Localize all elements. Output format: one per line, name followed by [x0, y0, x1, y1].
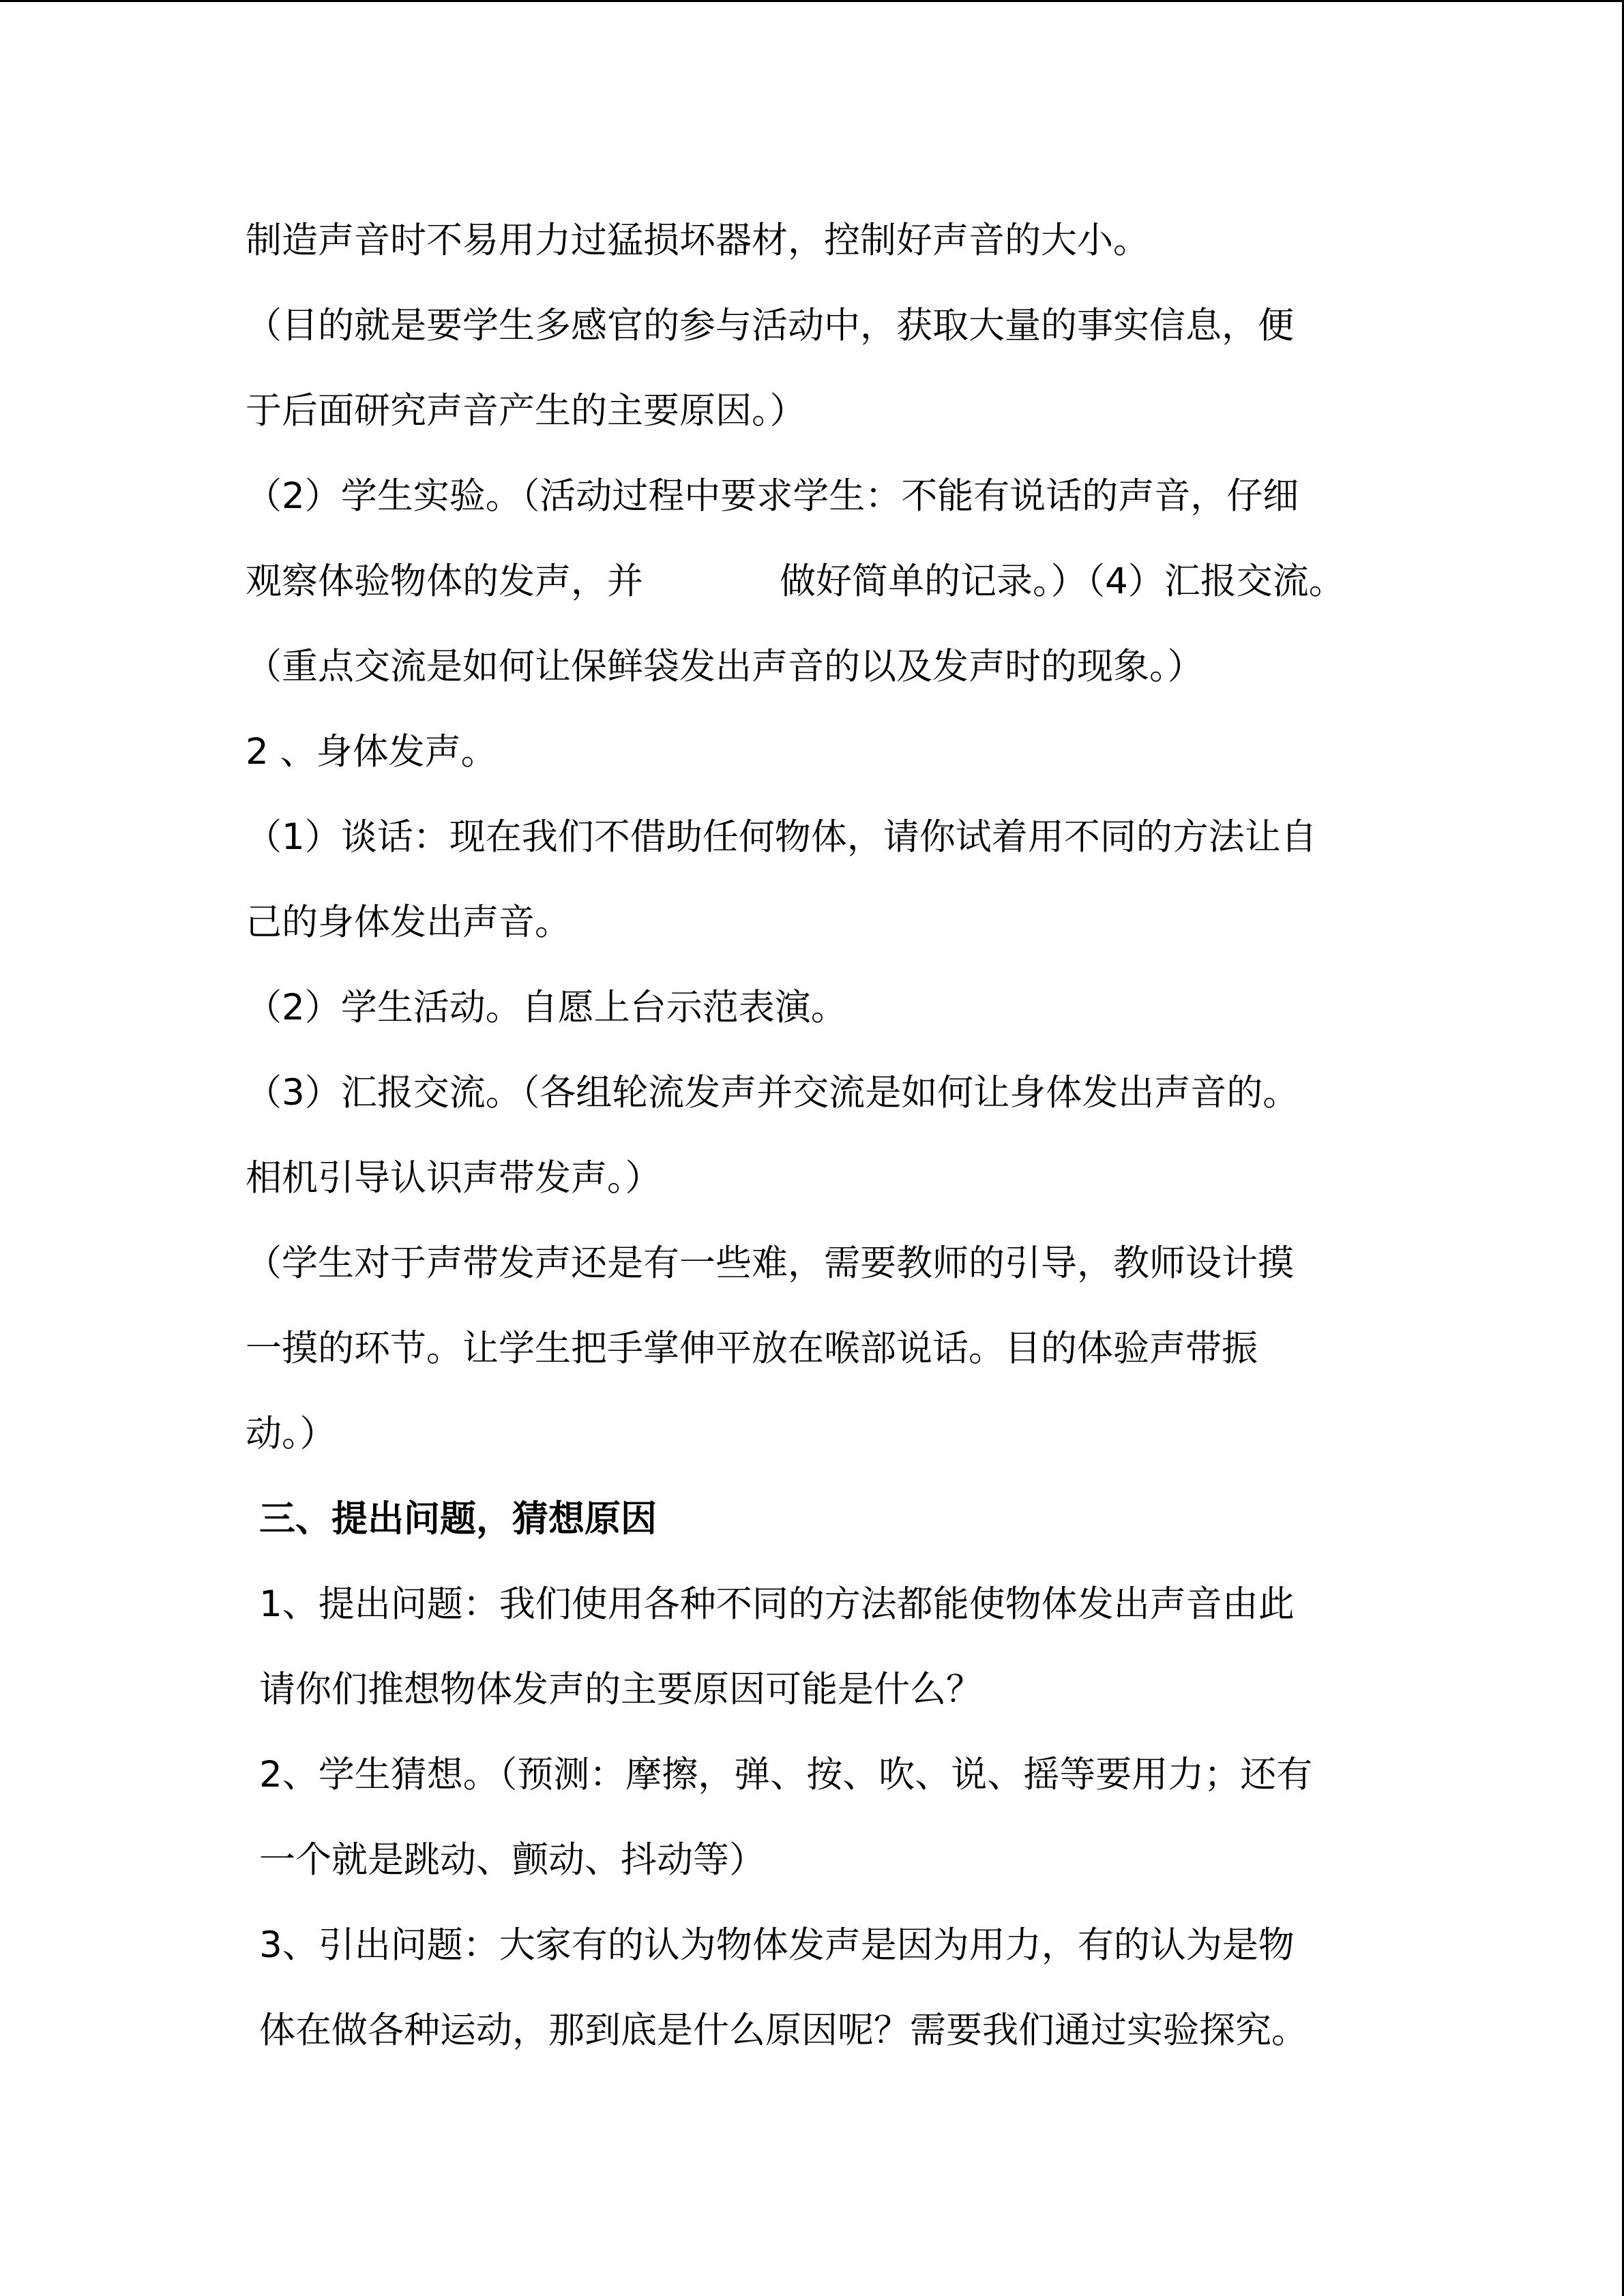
paragraph-line: 1、提出问题：我们使用各种不同的方法都能使物体发出声音由此	[259, 1583, 1295, 1625]
paragraph-line-part: 观察体验物体的发声，并	[246, 561, 643, 602]
paragraph-line: 体在做各种运动，那到底是什么原因呢？需要我们通过实验探究。	[259, 2010, 1308, 2051]
paragraph-line: 动。）	[246, 1413, 336, 1455]
paragraph-line: 相机引导认识声带发声。）	[246, 1157, 662, 1199]
paragraph-line: 己的身体发出声音。	[246, 901, 571, 943]
paragraph-line: （3）汇报交流。（各组轮流发声并交流是如何让身体发出声音的。	[246, 1072, 1299, 1114]
section-heading: 2 、身体发声。	[246, 731, 497, 773]
paragraph-line: （目的就是要学生多感官的参与活动中，获取大量的事实信息，便	[246, 305, 1294, 346]
paragraph-line: 一个就是跳动、颤动、抖动等）	[259, 1839, 765, 1881]
section-heading: 三、提出问题，猜想原因	[259, 1498, 657, 1540]
paragraph-line	[246, 554, 1345, 609]
paragraph-line: 2、学生猜想。（预测：摩擦，弹、按、吹、说、摇等要用力；还有	[259, 1754, 1313, 1795]
paragraph-line: 请你们推想物体发声的主要原因可能是什么？	[259, 1669, 982, 1710]
paragraph-line: 于后面研究声音产生的主要原因。）	[246, 390, 806, 432]
paragraph-line-part: 做好简单的记录。）（4）汇报交流。	[780, 561, 1345, 602]
paragraph-line: （重点交流是如何让保鲜袋发出声音的以及发声时的现象。）	[246, 646, 1204, 687]
paragraph-line: 制造声音时不易用力过猛损坏器材，控制好声音的大小。	[246, 220, 1149, 261]
paragraph-line: （学生对于声带发声还是有一些难，需要教师的引导，教师设计摸	[246, 1242, 1294, 1284]
paragraph-line: （2）学生实验。（活动过程中要求学生：不能有说话的声音，仔细	[246, 475, 1299, 517]
paragraph-line: 一摸的环节。让学生把手掌伸平放在喉部说话。目的体验声带振	[246, 1328, 1258, 1369]
paragraph-line: （2）学生活动。自愿上台示范表演。	[246, 987, 847, 1028]
paragraph-line: （1）谈话：现在我们不借助任何物体，请你试着用不同的方法让自	[246, 816, 1317, 858]
paragraph-line: 3、引出问题：大家有的认为物体发声是因为用力，有的认为是物	[259, 1924, 1295, 1966]
